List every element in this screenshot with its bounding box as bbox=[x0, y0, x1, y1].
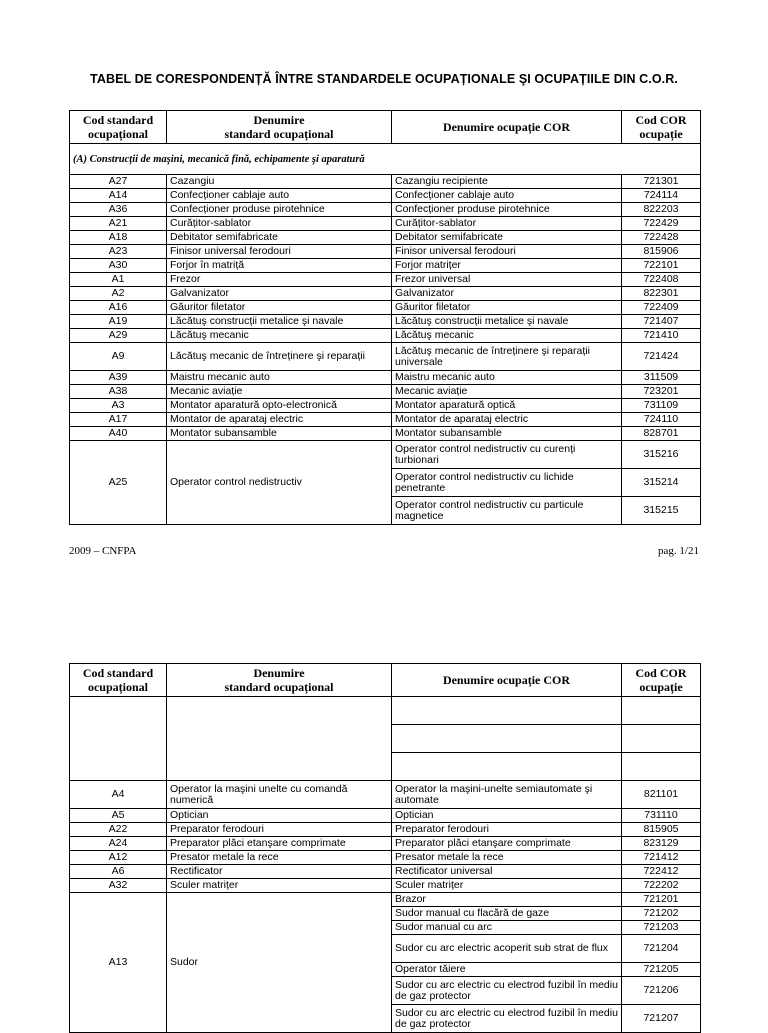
standard-name-cell: Montator de aparataj electric bbox=[167, 413, 392, 427]
standard-name-cell: Curățitor-sablator bbox=[167, 217, 392, 231]
standard-code-cell: A4 bbox=[70, 781, 167, 809]
cor-code-cell: 315216 bbox=[622, 441, 701, 469]
cor-occupation-cell: Sudor cu arc electric cu electrod fuzibil în mediu de gaz protector bbox=[392, 977, 622, 1005]
standard-code-cell: A13 bbox=[70, 893, 167, 1033]
cor-code-cell: 721424 bbox=[622, 343, 701, 371]
cor-occupation-cell: Frezor universal bbox=[392, 273, 622, 287]
cor-occupation-cell: Mecanic aviație bbox=[392, 385, 622, 399]
correspondence-table-page-2 bbox=[69, 663, 701, 1033]
standard-code-cell: A21 bbox=[70, 217, 167, 231]
table-row bbox=[70, 385, 701, 399]
standard-name-cell: Finisor universal ferodouri bbox=[167, 245, 392, 259]
standard-code-cell: A6 bbox=[70, 865, 167, 879]
footer-page-number: pag. 1/21 bbox=[658, 545, 699, 557]
standard-code-cell: A14 bbox=[70, 189, 167, 203]
section-heading: (A) Construcții de maşini, mecanică fină, echipamente şi aparatură bbox=[70, 144, 701, 175]
cor-occupation-cell: Operator tăiere bbox=[392, 963, 622, 977]
table-row bbox=[70, 809, 701, 823]
table-row bbox=[70, 301, 701, 315]
table-row bbox=[70, 371, 701, 385]
cor-occupation-cell: Operator control nedistructiv cu particule magnetice bbox=[392, 497, 622, 525]
standard-name-cell: Forjor în matriță bbox=[167, 259, 392, 273]
cor-code-cell: 315214 bbox=[622, 469, 701, 497]
standard-code-cell: A32 bbox=[70, 879, 167, 893]
table-row bbox=[70, 441, 701, 469]
table-row bbox=[70, 189, 701, 203]
cor-code-cell: 315215 bbox=[622, 497, 701, 525]
cor-occupation-cell: Confecționer cablaje auto bbox=[392, 189, 622, 203]
standard-code-cell: A25 bbox=[70, 441, 167, 525]
header-standard-code: Cod standard ocupațional bbox=[70, 664, 167, 697]
table-row bbox=[70, 343, 701, 371]
header-standard-code: Cod standard ocupațional bbox=[70, 111, 167, 144]
cor-occupation-cell: Curățitor-sablator bbox=[392, 217, 622, 231]
cor-occupation-cell: Confecționer produse pirotehnice bbox=[392, 203, 622, 217]
cor-code-cell: 722408 bbox=[622, 273, 701, 287]
standard-code-cell: A19 bbox=[70, 315, 167, 329]
standard-name-cell: Mecanic aviație bbox=[167, 385, 392, 399]
cor-code-cell: 721412 bbox=[622, 851, 701, 865]
cor-occupation-cell: Montator de aparataj electric bbox=[392, 413, 622, 427]
cor-code-cell: 721204 bbox=[622, 935, 701, 963]
standard-name-cell: Sculer matrițer bbox=[167, 879, 392, 893]
cor-occupation-cell: Forjor matrițer bbox=[392, 259, 622, 273]
table-row bbox=[70, 865, 701, 879]
standard-code-cell: A30 bbox=[70, 259, 167, 273]
header-cor-code: Cod COR ocupație bbox=[622, 111, 701, 144]
table-row bbox=[70, 175, 701, 189]
standard-name-cell: Frezor bbox=[167, 273, 392, 287]
cor-occupation-cell: Maistru mecanic auto bbox=[392, 371, 622, 385]
standard-name-cell: Sudor bbox=[167, 893, 392, 1033]
standard-code-cell: A12 bbox=[70, 851, 167, 865]
standard-name-cell: Montator subansamble bbox=[167, 427, 392, 441]
standard-code-cell: A5 bbox=[70, 809, 167, 823]
cor-occupation-cell: Sudor cu arc electric acoperit sub strat de flux bbox=[392, 935, 622, 963]
cor-code-cell: 721201 bbox=[622, 893, 701, 907]
table-row bbox=[70, 851, 701, 865]
standard-name-cell: Confecționer produse pirotehnice bbox=[167, 203, 392, 217]
cor-occupation-cell: Operator control nedistructiv cu curenți turbionari bbox=[392, 441, 622, 469]
cor-code-cell: 722429 bbox=[622, 217, 701, 231]
cor-code-cell: 821101 bbox=[622, 781, 701, 809]
table-row bbox=[70, 259, 701, 273]
cor-occupation-cell bbox=[392, 725, 622, 753]
table-row bbox=[70, 413, 701, 427]
standard-code-cell: A17 bbox=[70, 413, 167, 427]
standard-code-cell bbox=[70, 697, 167, 781]
standard-code-cell: A23 bbox=[70, 245, 167, 259]
standard-code-cell: A36 bbox=[70, 203, 167, 217]
table-row bbox=[70, 837, 701, 851]
standard-name-cell: Găuritor filetator bbox=[167, 301, 392, 315]
standard-name-cell: Preparator plăci etanşare comprimate bbox=[167, 837, 392, 851]
standard-name-cell bbox=[167, 697, 392, 781]
cor-code-cell: 721206 bbox=[622, 977, 701, 1005]
cor-occupation-cell: Brazor bbox=[392, 893, 622, 907]
cor-code-cell: 722101 bbox=[622, 259, 701, 273]
standard-code-cell: A27 bbox=[70, 175, 167, 189]
table-row bbox=[70, 329, 701, 343]
cor-occupation-cell: Cazangiu recipiente bbox=[392, 175, 622, 189]
cor-occupation-cell: Presator metale la rece bbox=[392, 851, 622, 865]
cor-occupation-cell: Rectificator universal bbox=[392, 865, 622, 879]
cor-occupation-cell: Lăcătuş mecanic de întreținere şi reparații universale bbox=[392, 343, 622, 371]
cor-code-cell: 721407 bbox=[622, 315, 701, 329]
standard-name-cell: Galvanizator bbox=[167, 287, 392, 301]
standard-name-cell: Optician bbox=[167, 809, 392, 823]
cor-code-cell: 721301 bbox=[622, 175, 701, 189]
cor-code-cell: 815905 bbox=[622, 823, 701, 837]
cor-occupation-cell: Finisor universal ferodouri bbox=[392, 245, 622, 259]
cor-occupation-cell: Operator control nedistructiv cu lichide penetrante bbox=[392, 469, 622, 497]
table-row bbox=[70, 781, 701, 809]
cor-code-cell: 721203 bbox=[622, 921, 701, 935]
table-header-row bbox=[70, 664, 701, 697]
standard-code-cell: A16 bbox=[70, 301, 167, 315]
standard-code-cell: A3 bbox=[70, 399, 167, 413]
table-row bbox=[70, 879, 701, 893]
cor-code-cell: 822301 bbox=[622, 287, 701, 301]
table-row bbox=[70, 231, 701, 245]
cor-code-cell: 722412 bbox=[622, 865, 701, 879]
cor-occupation-cell: Montator subansamble bbox=[392, 427, 622, 441]
standard-code-cell: A39 bbox=[70, 371, 167, 385]
cor-occupation-cell: Optician bbox=[392, 809, 622, 823]
cor-code-cell bbox=[622, 725, 701, 753]
standard-code-cell: A22 bbox=[70, 823, 167, 837]
cor-code-cell bbox=[622, 753, 701, 781]
table-row bbox=[70, 315, 701, 329]
table-row bbox=[70, 893, 701, 907]
standard-name-cell: Montator aparatură opto-electronică bbox=[167, 399, 392, 413]
cor-occupation-cell: Preparator ferodouri bbox=[392, 823, 622, 837]
cor-occupation-cell bbox=[392, 697, 622, 725]
standard-code-cell: A29 bbox=[70, 329, 167, 343]
standard-name-cell: Cazangiu bbox=[167, 175, 392, 189]
standard-code-cell: A2 bbox=[70, 287, 167, 301]
table-row bbox=[70, 203, 701, 217]
cor-code-cell: 723201 bbox=[622, 385, 701, 399]
header-cor-occupation: Denumire ocupație COR bbox=[392, 664, 622, 697]
standard-name-cell: Preparator ferodouri bbox=[167, 823, 392, 837]
cor-occupation-cell bbox=[392, 753, 622, 781]
cor-occupation-cell: Preparator plăci etanşare comprimate bbox=[392, 837, 622, 851]
table-row bbox=[70, 287, 701, 301]
header-standard-name: Denumire standard ocupațional bbox=[167, 664, 392, 697]
page-title: TABEL DE CORESPONDENȚĂ ÎNTRE STANDARDELE OCUPAȚIONALE ŞI OCUPAȚIILE DIN C.O.R. bbox=[90, 72, 678, 86]
cor-occupation-cell: Sculer matrițer bbox=[392, 879, 622, 893]
standard-name-cell: Rectificator bbox=[167, 865, 392, 879]
table-row bbox=[70, 427, 701, 441]
standard-name-cell: Confecționer cablaje auto bbox=[167, 189, 392, 203]
cor-occupation-cell: Sudor cu arc electric cu electrod fuzibil în mediu de gaz protector bbox=[392, 1005, 622, 1033]
cor-occupation-cell: Sudor manual cu arc bbox=[392, 921, 622, 935]
section-heading-row bbox=[70, 144, 701, 175]
cor-code-cell bbox=[622, 697, 701, 725]
cor-occupation-cell: Sudor manual cu flacără de gaze bbox=[392, 907, 622, 921]
cor-occupation-cell: Găuritor filetator bbox=[392, 301, 622, 315]
header-standard-name: Denumire standard ocupațional bbox=[167, 111, 392, 144]
standard-name-cell: Lăcătuş mecanic bbox=[167, 329, 392, 343]
cor-code-cell: 722409 bbox=[622, 301, 701, 315]
cor-code-cell: 721205 bbox=[622, 963, 701, 977]
standard-code-cell: A9 bbox=[70, 343, 167, 371]
cor-occupation-cell: Lăcătuş mecanic bbox=[392, 329, 622, 343]
cor-occupation-cell: Operator la maşini-unelte semiautomate şi automate bbox=[392, 781, 622, 809]
cor-code-cell: 722202 bbox=[622, 879, 701, 893]
standard-name-cell: Presator metale la rece bbox=[167, 851, 392, 865]
cor-code-cell: 721410 bbox=[622, 329, 701, 343]
cor-code-cell: 311509 bbox=[622, 371, 701, 385]
standard-code-cell: A40 bbox=[70, 427, 167, 441]
table-row bbox=[70, 399, 701, 413]
cor-code-cell: 724114 bbox=[622, 189, 701, 203]
cor-occupation-cell: Debitator semifabricate bbox=[392, 231, 622, 245]
cor-code-cell: 823129 bbox=[622, 837, 701, 851]
standard-code-cell: A24 bbox=[70, 837, 167, 851]
table-row bbox=[70, 217, 701, 231]
table-row bbox=[70, 273, 701, 287]
cor-occupation-cell: Montator aparatură optică bbox=[392, 399, 622, 413]
standard-code-cell: A18 bbox=[70, 231, 167, 245]
table-row bbox=[70, 697, 701, 725]
header-cor-occupation: Denumire ocupație COR bbox=[392, 111, 622, 144]
cor-code-cell: 724110 bbox=[622, 413, 701, 427]
cor-occupation-cell: Galvanizator bbox=[392, 287, 622, 301]
cor-code-cell: 722428 bbox=[622, 231, 701, 245]
cor-code-cell: 828701 bbox=[622, 427, 701, 441]
standard-name-cell: Lăcătuş mecanic de întreținere şi reparații bbox=[167, 343, 392, 371]
standard-name-cell: Debitator semifabricate bbox=[167, 231, 392, 245]
table-row bbox=[70, 823, 701, 837]
standard-code-cell: A1 bbox=[70, 273, 167, 287]
table-row bbox=[70, 245, 701, 259]
header-cor-code: Cod COR ocupație bbox=[622, 664, 701, 697]
cor-code-cell: 721207 bbox=[622, 1005, 701, 1033]
cor-code-cell: 815906 bbox=[622, 245, 701, 259]
correspondence-table-page-1 bbox=[69, 110, 701, 525]
cor-code-cell: 721202 bbox=[622, 907, 701, 921]
standard-name-cell: Operator control nedistructiv bbox=[167, 441, 392, 525]
footer-left: 2009 – CNFPA bbox=[69, 545, 137, 557]
standard-name-cell: Lăcătuş construcții metalice şi navale bbox=[167, 315, 392, 329]
standard-name-cell: Operator la maşini unelte cu comandă numerică bbox=[167, 781, 392, 809]
cor-occupation-cell: Lăcătuş construcții metalice şi navale bbox=[392, 315, 622, 329]
standard-name-cell: Maistru mecanic auto bbox=[167, 371, 392, 385]
cor-code-cell: 731109 bbox=[622, 399, 701, 413]
table-header-row bbox=[70, 111, 701, 144]
cor-code-cell: 822203 bbox=[622, 203, 701, 217]
standard-code-cell: A38 bbox=[70, 385, 167, 399]
cor-code-cell: 731110 bbox=[622, 809, 701, 823]
